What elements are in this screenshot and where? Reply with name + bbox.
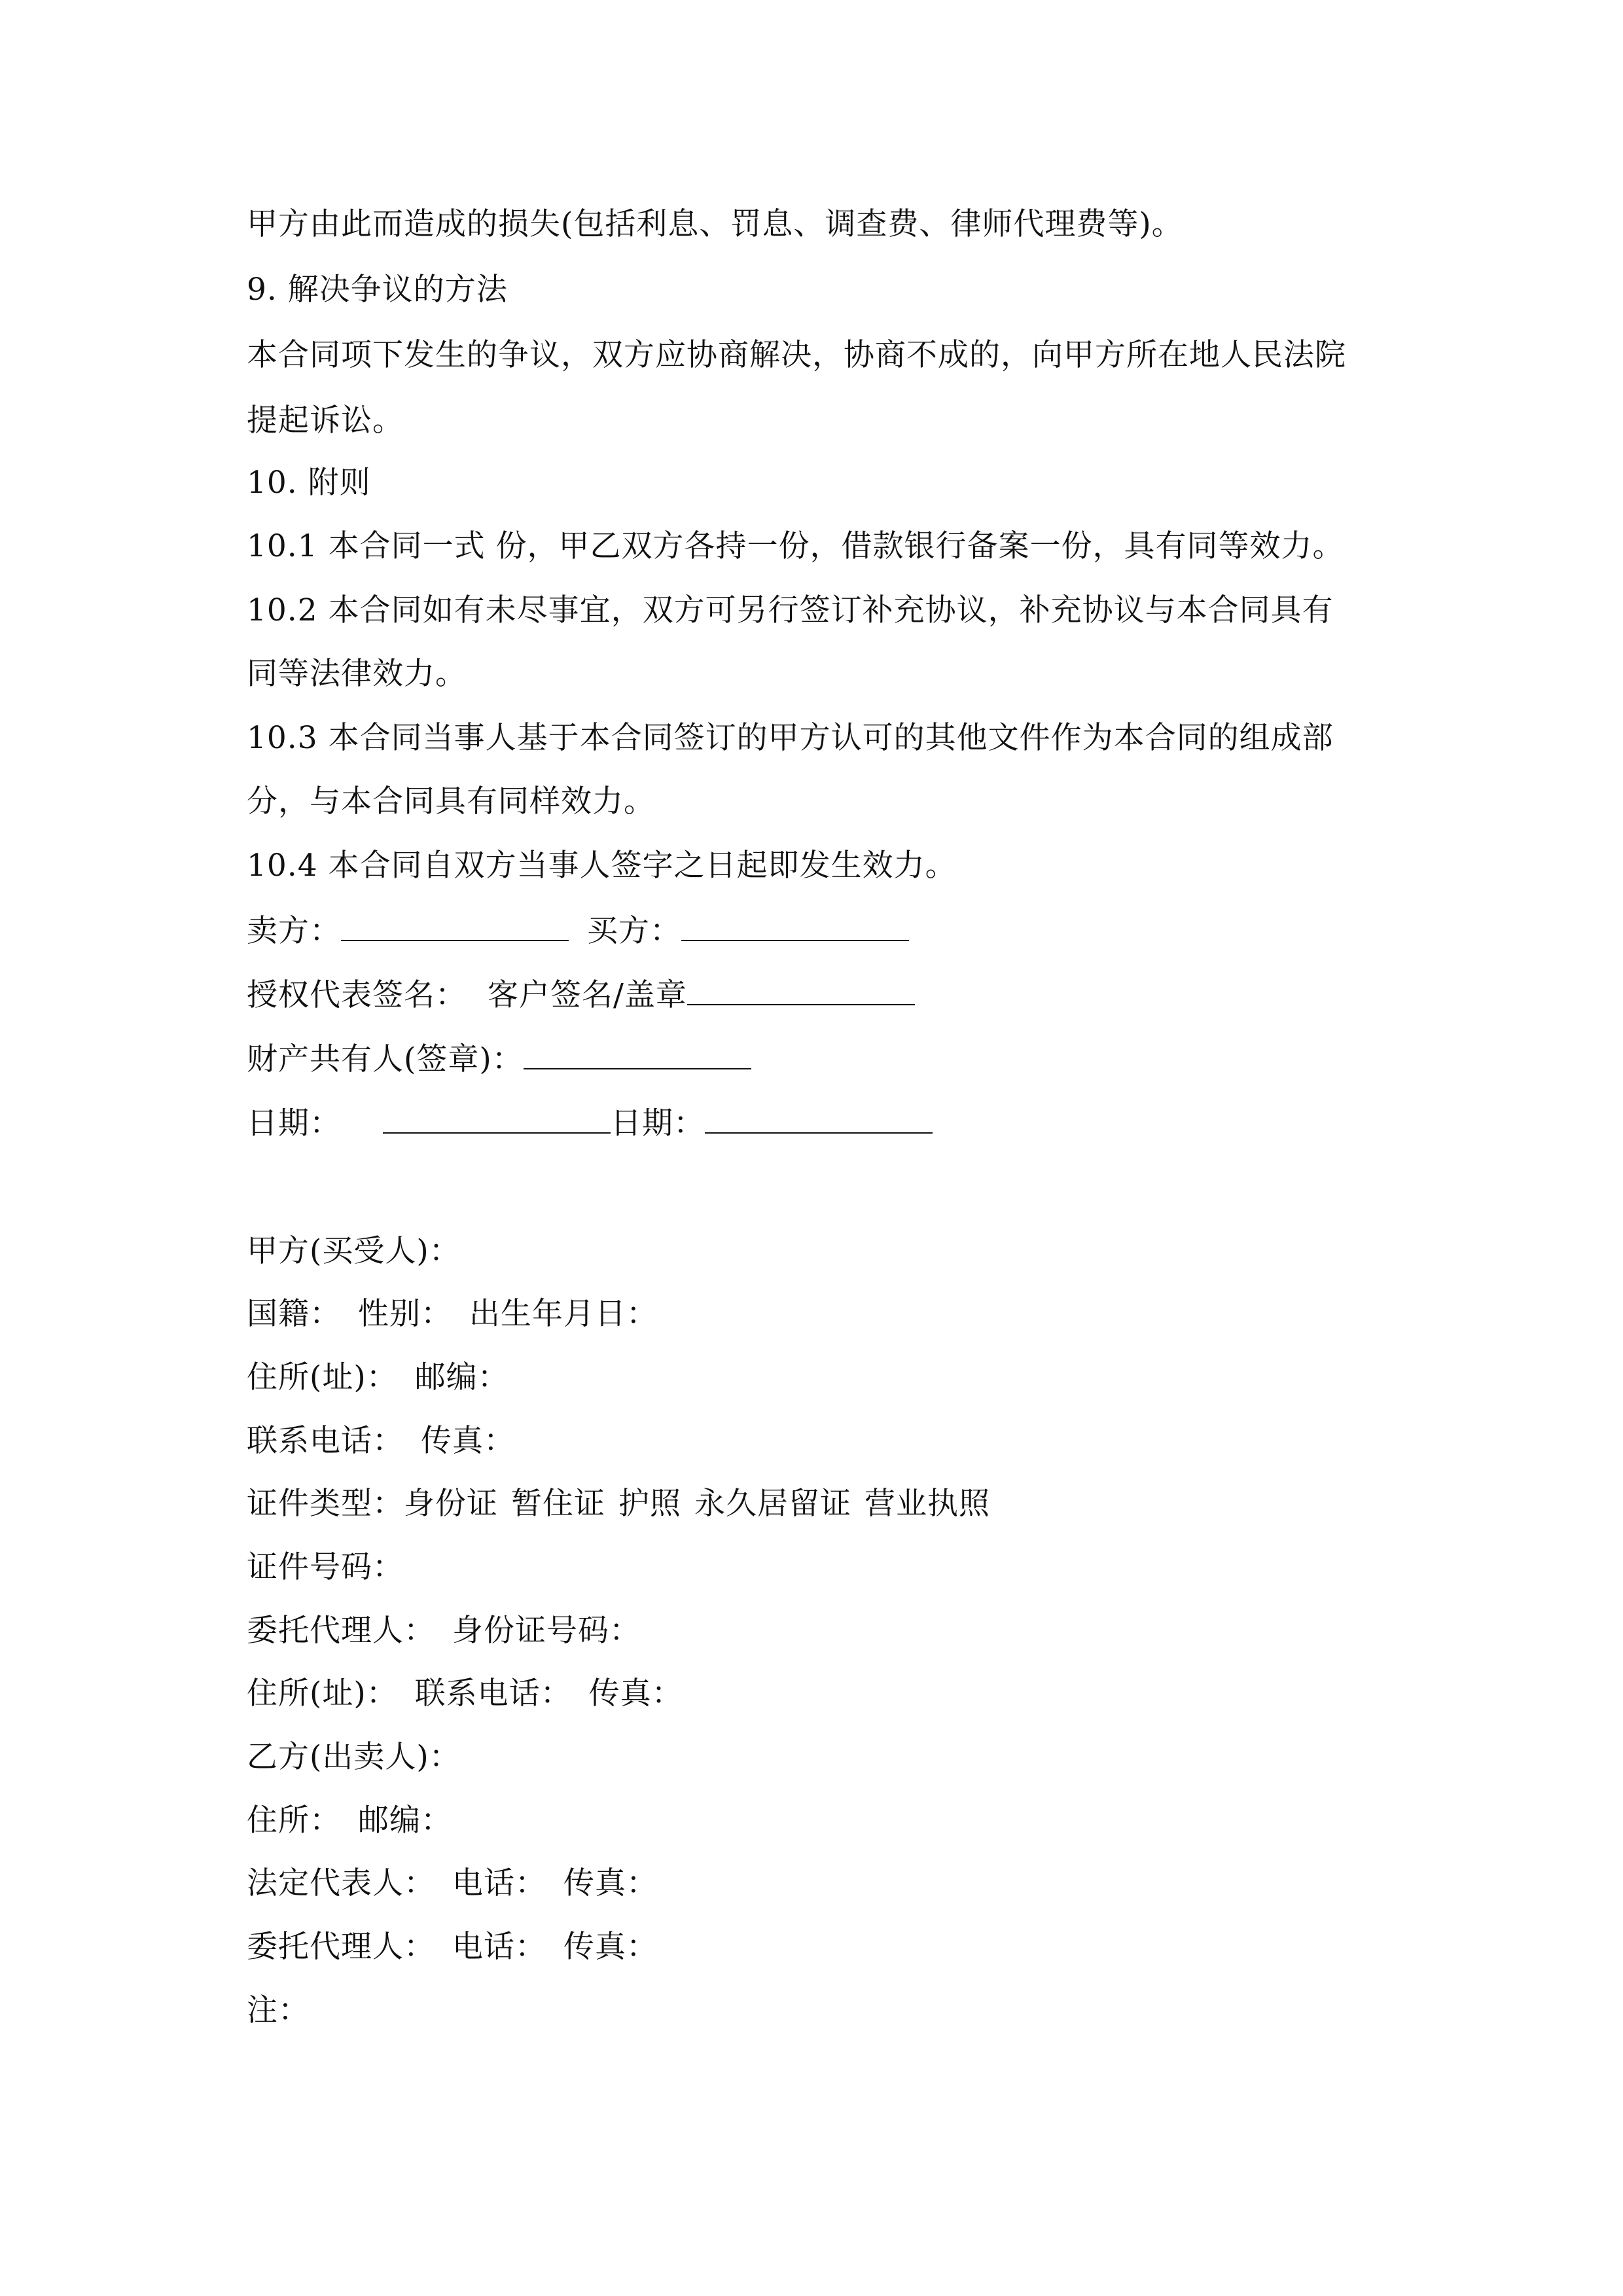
party-b-legal-rep-row — [247, 1864, 658, 1903]
clause-line-1: 甲方由此而造成的损失(包括利息、罚息、调查费、律师代理费等)。 — [247, 206, 1183, 242]
note-label: 注： — [247, 1992, 310, 2028]
clause-line-3: 本合同项下发生的争议，双方应协商解决，协商不成的，向甲方所在地人民法院 — [247, 337, 1346, 373]
party-b-agent-fax-label: 传真： — [563, 1929, 658, 1965]
phone-label: 联系电话： — [247, 1423, 404, 1459]
party-a-heading: 甲方(买受人)： — [247, 1233, 461, 1269]
party-b-heading: 乙方(出卖人)： — [247, 1739, 461, 1775]
party-b-postcode-label: 邮编： — [358, 1803, 452, 1839]
id-type-option: 护照 — [618, 1486, 681, 1522]
id-type-label: 证件类型： — [247, 1486, 404, 1522]
customer-sign-label: 客户签名/盖章 — [488, 977, 687, 1013]
gender-label: 性别： — [358, 1296, 452, 1332]
party-b-address-label: 住所： — [247, 1803, 341, 1839]
agent-address-label: 住所(址)： — [247, 1676, 398, 1712]
postcode-label: 邮编： — [414, 1359, 509, 1395]
fax-label: 传真： — [421, 1423, 515, 1459]
authorized-rep-label: 授权代表签名： — [247, 977, 467, 1013]
clause-10-1: 10.1 本合同一式 份，甲乙双方各持一份，借款银行备案一份，具有同等效力。 — [247, 528, 1344, 564]
id-type-option: 永久居留证 — [694, 1486, 851, 1522]
party-a-nationality-row — [247, 1295, 658, 1334]
agent-label: 委托代理人： — [247, 1613, 435, 1649]
id-type-option: 暂住证 — [511, 1486, 605, 1522]
party-a-phone-row — [247, 1422, 515, 1461]
party-a-agent-row — [247, 1611, 641, 1651]
clause-10-2-cont: 同等法律效力。 — [247, 656, 467, 692]
date-blank-1 — [383, 1103, 611, 1134]
buyer-signature-blank — [681, 911, 909, 941]
party-b-agent-label: 委托代理人： — [247, 1929, 435, 1965]
clause-10-3-cont: 分，与本合同具有同样效力。 — [247, 783, 655, 819]
birthdate-label: 出生年月日： — [469, 1296, 658, 1332]
party-b-address-row — [247, 1801, 452, 1840]
co-owner-label: 财产共有人(签章)： — [247, 1041, 524, 1077]
seller-signature-blank — [341, 911, 569, 941]
date-label-1: 日期： — [247, 1105, 341, 1141]
nationality-label: 国籍： — [247, 1296, 341, 1332]
party-b-agent-row — [247, 1928, 658, 1967]
clause-line-4: 提起诉讼。 — [247, 403, 404, 439]
agent-fax-label: 传真： — [588, 1676, 683, 1712]
party-b-agent-phone-label: 电话： — [452, 1929, 546, 1965]
legal-rep-phone-label: 电话： — [452, 1865, 546, 1901]
section-10-heading: 10. 附则 — [247, 465, 371, 501]
agent-id-label: 身份证号码： — [452, 1613, 641, 1649]
date-label-2: 日期： — [611, 1105, 705, 1141]
seller-label: 卖方： — [247, 913, 341, 949]
clause-10-3: 10.3 本合同当事人基于本合同签订的甲方认可的其他文件作为本合同的组成部 — [247, 720, 1334, 756]
date-row — [247, 1103, 933, 1143]
authorized-rep-row — [247, 975, 915, 1015]
clause-10-4: 10.4 本合同自双方当事人签字之日起即发生效力。 — [247, 848, 957, 884]
party-a-agent-contact-row — [247, 1674, 683, 1713]
buyer-label: 买方： — [587, 913, 681, 949]
legal-rep-label: 法定代表人： — [247, 1865, 435, 1901]
co-owner-blank — [524, 1039, 751, 1069]
clause-10-2: 10.2 本合同如有未尽事宜，双方可另行签订补充协议，补充协议与本合同具有 — [247, 592, 1334, 628]
party-a-address-row — [247, 1358, 509, 1397]
address-label: 住所(址)： — [247, 1359, 398, 1395]
customer-sign-blank — [687, 975, 915, 1005]
seller-buyer-row — [247, 911, 909, 951]
date-blank-2 — [705, 1103, 933, 1134]
co-owner-row — [247, 1039, 751, 1079]
section-9-heading: 9. 解决争议的方法 — [247, 272, 508, 308]
party-a-id-number: 证件号码： — [247, 1549, 404, 1585]
id-type-option: 营业执照 — [865, 1486, 990, 1522]
agent-phone-label: 联系电话： — [414, 1676, 572, 1712]
legal-rep-fax-label: 传真： — [563, 1865, 658, 1901]
id-type-option: 身份证 — [404, 1486, 498, 1522]
party-a-id-type-row — [247, 1484, 990, 1524]
